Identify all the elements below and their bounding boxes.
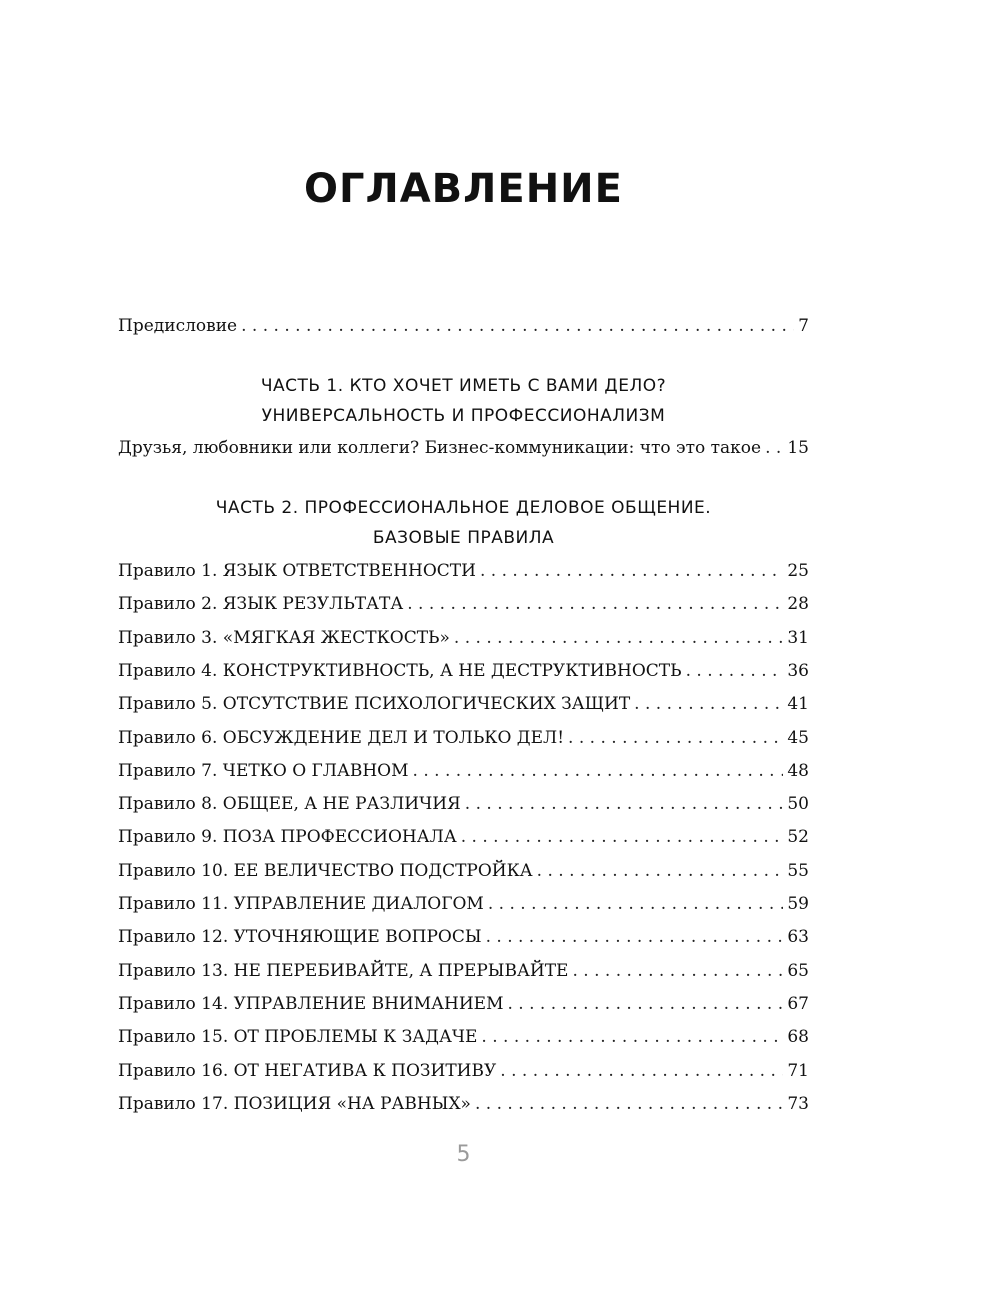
toc-entry-label: Правило 16. ОТ НЕГАТИВА К ПОЗИТИВУ bbox=[118, 1060, 497, 1081]
toc-entry-label: Друзья, любовники или коллеги? Бизнес-коммуникации: что это такое bbox=[118, 438, 762, 458]
dot-leader bbox=[634, 693, 783, 715]
dot-leader bbox=[686, 660, 784, 682]
toc-page-number: 65 bbox=[787, 960, 809, 981]
page-title: ОГЛАВЛЕНИЕ bbox=[304, 166, 623, 212]
dot-leader bbox=[475, 1093, 783, 1115]
part1-heading-line1: ЧАСТЬ 1. КТО ХОЧЕТ ИМЕТЬ С ВАМИ ДЕЛО? bbox=[260, 376, 667, 396]
dot-leader bbox=[413, 760, 784, 782]
part1-heading bbox=[0, 371, 927, 431]
toc-page-number: 68 bbox=[787, 1027, 809, 1048]
footer-page-number: 5 bbox=[456, 1142, 471, 1167]
toc-page-number: 67 bbox=[787, 993, 809, 1014]
dot-leader bbox=[572, 960, 783, 982]
dot-leader bbox=[454, 627, 783, 649]
toc-entry[interactable] bbox=[118, 760, 809, 782]
toc-page-number: 55 bbox=[787, 860, 809, 881]
toc-entry-label: Предисловие bbox=[118, 316, 238, 336]
toc-page-number: 50 bbox=[787, 794, 809, 815]
toc-entry-label: Правило 9. ПОЗА ПРОФЕССИОНАЛА bbox=[118, 827, 457, 848]
toc-entry[interactable] bbox=[118, 960, 809, 982]
dot-leader bbox=[241, 315, 794, 337]
toc-entry-label: Правило 13. НЕ ПЕРЕБИВАЙТЕ, А ПРЕРЫВАЙТЕ bbox=[118, 960, 569, 981]
toc-entry[interactable] bbox=[118, 1060, 809, 1082]
part2-heading-line1: ЧАСТЬ 2. ПРОФЕССИОНАЛЬНОЕ ДЕЛОВОЕ ОБЩЕНИЕ. bbox=[215, 498, 712, 518]
dot-leader bbox=[407, 593, 783, 615]
toc-entry[interactable] bbox=[118, 893, 809, 915]
toc-entry-label: Правило 2. ЯЗЫК РЕЗУЛЬТАТА bbox=[118, 594, 404, 615]
part2-heading-line2: БАЗОВЫЕ ПРАВИЛА bbox=[372, 528, 555, 548]
dot-leader bbox=[537, 860, 784, 882]
dot-leader bbox=[568, 727, 783, 749]
part1-heading-line2: УНИВЕРСАЛЬНОСТЬ И ПРОФЕССИОНАЛИЗМ bbox=[261, 406, 666, 426]
toc-entry[interactable] bbox=[118, 860, 809, 882]
toc-entry-label: Правило 4. КОНСТРУКТИВНОСТЬ, А НЕ ДЕСТРУКТИВНОСТЬ bbox=[118, 660, 682, 681]
toc-entry[interactable] bbox=[118, 693, 809, 715]
dot-leader bbox=[500, 1060, 783, 1082]
toc-entry[interactable] bbox=[118, 993, 809, 1015]
toc-entry[interactable] bbox=[118, 826, 809, 848]
toc-entry[interactable] bbox=[118, 437, 809, 459]
toc-entry-label: Правило 6. ОБСУЖДЕНИЕ ДЕЛ И ТОЛЬКО ДЕЛ! bbox=[118, 727, 565, 748]
toc-page-number: 7 bbox=[798, 316, 809, 336]
toc-entry-label: Правило 3. «МЯГКАЯ ЖЕСТКОСТЬ» bbox=[118, 627, 450, 648]
dot-leader bbox=[480, 560, 783, 582]
toc-entry[interactable] bbox=[118, 560, 809, 582]
toc-page-number: 71 bbox=[787, 1060, 809, 1081]
toc-page-number: 73 bbox=[787, 1093, 809, 1114]
toc-entry[interactable] bbox=[118, 593, 809, 615]
toc-page-number: 36 bbox=[787, 660, 809, 681]
toc-page-number: 59 bbox=[787, 894, 809, 914]
dot-leader bbox=[508, 993, 784, 1015]
toc-entry-label: Правило 12. УТОЧНЯЮЩИЕ ВОПРОСЫ bbox=[118, 927, 482, 948]
toc-entry[interactable] bbox=[118, 1093, 809, 1115]
toc-entry[interactable] bbox=[118, 1026, 809, 1048]
toc-entry[interactable] bbox=[118, 793, 809, 815]
toc-page-number: 41 bbox=[787, 694, 809, 715]
toc-page-number: 48 bbox=[787, 760, 809, 781]
toc-entry-label: Правило 8. ОБЩЕЕ, А НЕ РАЗЛИЧИЯ bbox=[118, 794, 461, 815]
toc-entry-label: Правило 11. УПРАВЛЕНИЕ ДИАЛОГОМ bbox=[118, 894, 484, 914]
toc-entry[interactable] bbox=[118, 660, 809, 682]
toc-page-number: 15 bbox=[787, 438, 809, 458]
toc-page-number: 31 bbox=[787, 627, 809, 648]
toc-entry[interactable] bbox=[118, 926, 809, 948]
dot-leader bbox=[765, 437, 783, 459]
toc-page-number: 45 bbox=[787, 727, 809, 748]
part2-heading bbox=[0, 493, 927, 553]
dot-leader bbox=[486, 926, 784, 948]
toc-entry-label: Правило 17. ПОЗИЦИЯ «НА РАВНЫХ» bbox=[118, 1093, 471, 1114]
toc-entry-label: Правило 10. ЕЕ ВЕЛИЧЕСТВО ПОДСТРОЙКА bbox=[118, 860, 533, 881]
toc-entry-label: Правило 7. ЧЕТКО О ГЛАВНОМ bbox=[118, 760, 409, 781]
dot-leader bbox=[481, 1026, 783, 1048]
dot-leader bbox=[488, 893, 784, 915]
dot-leader bbox=[461, 826, 784, 848]
toc-entry-preface[interactable] bbox=[118, 315, 809, 337]
toc-page-number: 63 bbox=[787, 927, 809, 948]
toc-entry-label: Правило 5. ОТСУТСТВИЕ ПСИХОЛОГИЧЕСКИХ ЗАЩИТ bbox=[118, 694, 631, 715]
toc-entry[interactable] bbox=[118, 727, 809, 749]
toc-entry[interactable] bbox=[118, 627, 809, 649]
toc-entry-label: Правило 14. УПРАВЛЕНИЕ ВНИМАНИЕМ bbox=[118, 993, 504, 1014]
toc-entry-label: Правило 15. ОТ ПРОБЛЕМЫ К ЗАДАЧЕ bbox=[118, 1027, 478, 1048]
toc-page-number: 25 bbox=[787, 561, 809, 581]
dot-leader bbox=[465, 793, 784, 815]
toc-page-number: 52 bbox=[787, 827, 809, 848]
toc-page-number: 28 bbox=[787, 594, 809, 615]
toc-entry-label: Правило 1. ЯЗЫК ОТВЕТСТВЕННОСТИ bbox=[118, 561, 476, 581]
